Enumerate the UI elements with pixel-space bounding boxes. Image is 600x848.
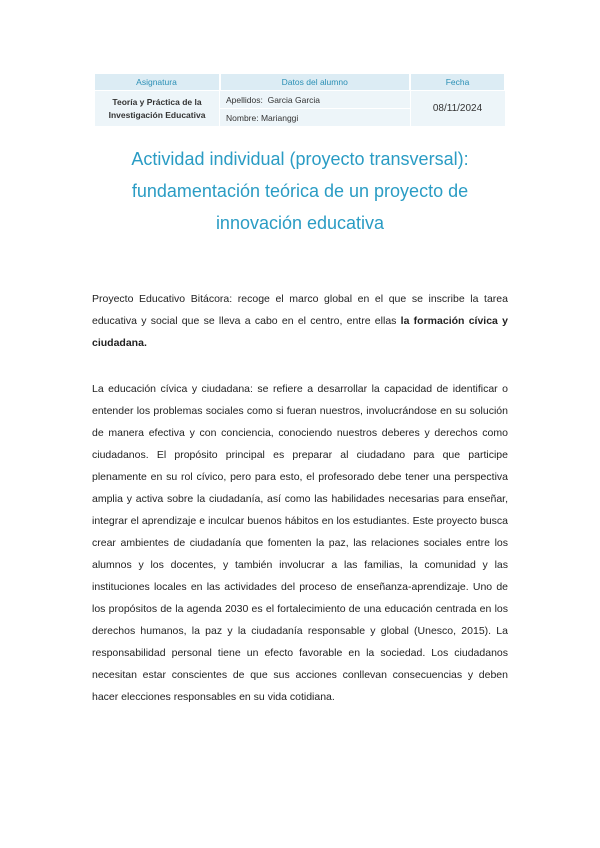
surname-value: Garcia Garcia	[267, 94, 321, 105]
paragraph-intro-text: Proyecto Educativo Bitácora: recoge el marco global en el que se inscribe la tarea educativa y social que se lleva a cabo en el centro, entre ellas	[92, 292, 508, 327]
col-student-header: Datos del alumno	[220, 74, 411, 91]
name-value: Marianggi	[260, 112, 299, 123]
page-title	[60, 143, 540, 239]
paragraph-intro-end: .	[143, 336, 147, 349]
subject-cell	[95, 91, 220, 127]
surname-label: Apellidos:	[226, 94, 263, 105]
title-line-3: innovación educativa	[215, 213, 385, 233]
name-cell	[220, 109, 411, 127]
name-label: Nombre:	[226, 112, 259, 123]
paragraph-civic-education: La educación cívica y ciudadana: se refiere a desarrollar la capacidad de identificar o entender los problemas sociales como si fueran nuestros, involucrándose en su solución de manera efectiva y con conciencia, conociendo nuestros deberes y derechos como ciudadanos. El propósito principal es preparar al ciudadano para que participe plenamente en su rol cívico, pero para esto, el profesorado debe tener una perspectiva amplia y activa sobre la ciudadanía, así como las habilidades necesarias para enseñar, integrar el aprendizaje e inculcar buenos hábitos en los estudiantes. Este proyecto busca crear ambientes de ciudadanía que fomenten la paz, las relaciones sociales entre los alumnos y los docentes, y también involucrar a las familias, la comunidad y las instituciones locales en las actividades del proceso de enseñanza-aprendizaje. Uno de los propósitos de la agenda 2030 es el fortalecimiento de una educación centrada en los derechos humanos, la paz y la ciudadanía responsable y global (Unesco, 2015). La responsabilidad personal tiene un efecto favorable en la sociedad. Los ciudadanos necesitan estar conscientes de que sus acciones conllevan consecuencias y deben hacer elecciones responsables en su vida cotidiana.	[92, 382, 508, 703]
date-cell: 08/11/2024	[410, 91, 505, 127]
col-date-header: Fecha	[410, 74, 505, 91]
subject-line-1: Teoría y Práctica de la	[112, 96, 202, 107]
title-line-2: fundamentación teórica de un proyecto de	[131, 181, 469, 201]
title-line-1: Actividad individual (proyecto transversal):	[131, 149, 469, 169]
subject-line-2: Investigación Educativa	[108, 109, 206, 120]
col-subject-header: Asignatura	[95, 74, 220, 91]
paragraph-intro-bold: la formación cívica y ciudadana	[92, 314, 508, 349]
surname-cell	[220, 91, 411, 109]
paragraph-intro	[92, 288, 508, 354]
header-table	[94, 74, 506, 127]
